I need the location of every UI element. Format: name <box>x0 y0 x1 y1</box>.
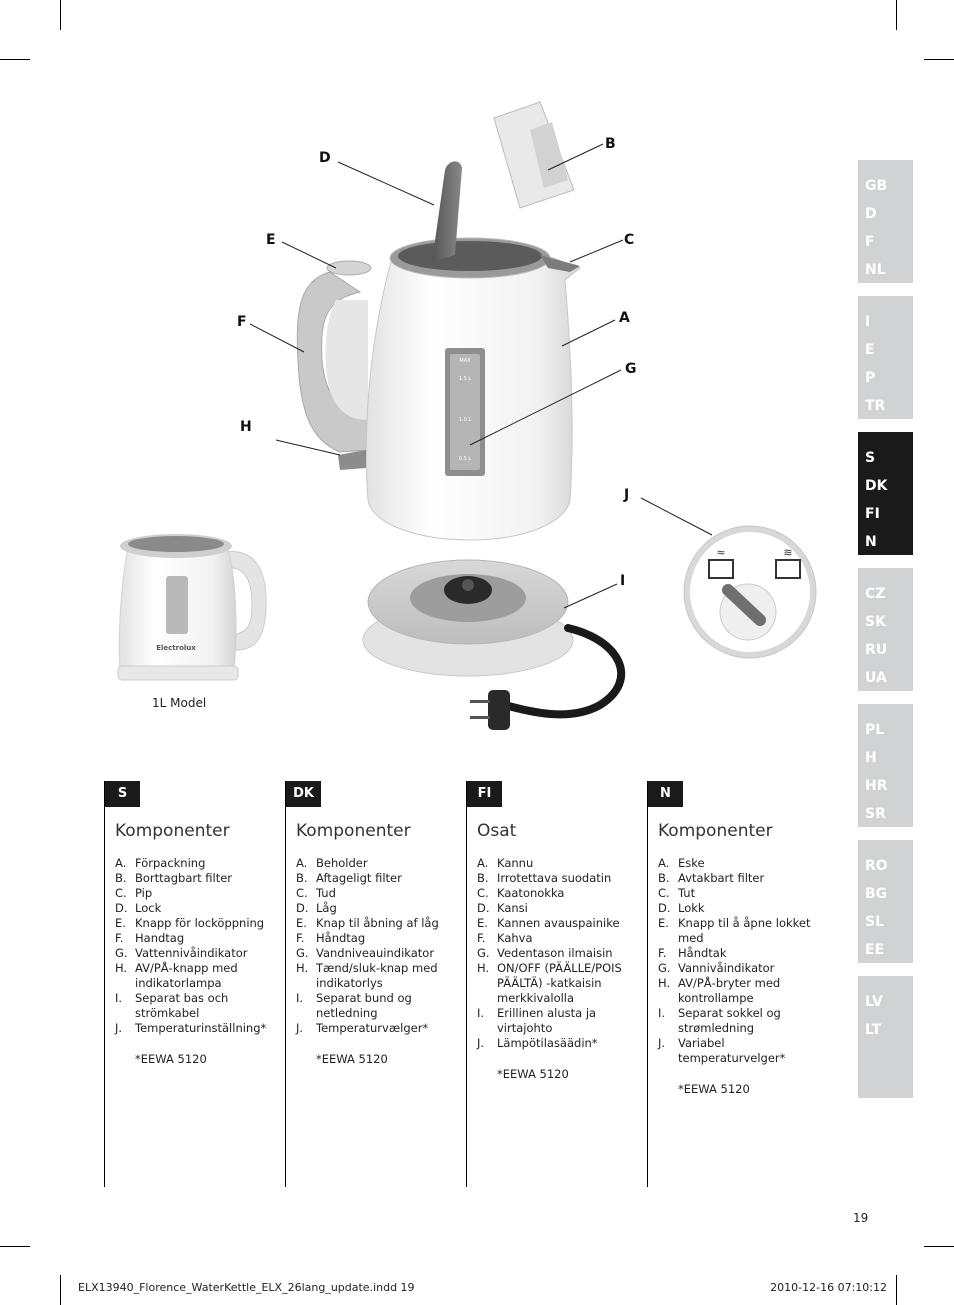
item-text: Irrotettava suodatin <box>497 871 612 885</box>
list-item <box>115 901 275 916</box>
list-item <box>296 1021 456 1036</box>
language-tab-group <box>858 704 913 827</box>
item-text: Håndtag <box>316 931 366 945</box>
item-letter: C. <box>477 886 489 900</box>
callout-e: E <box>266 232 276 248</box>
language-badge: N <box>648 781 683 807</box>
item-text: Förpackning <box>135 856 206 870</box>
list-item <box>658 946 818 961</box>
callout-c: C <box>624 232 635 248</box>
callout-f: F <box>237 314 247 330</box>
list-item <box>658 856 818 871</box>
list-item <box>658 1036 818 1066</box>
item-letter: D. <box>658 901 671 915</box>
item-text: Vannivåindikator <box>678 961 775 975</box>
item-text: ON/OFF (PÄÄLLE/POIS PÄÄLTÄ) -katkaisin merkkivalolla <box>497 961 622 1005</box>
item-text: Temperaturvælger* <box>316 1021 429 1035</box>
language-tab-lt[interactable]: LT <box>865 1022 882 1038</box>
footer-file-info: ELX13940_Florence_WaterKettle_ELX_26lang_update.indd 19 <box>78 1281 415 1294</box>
section-title: Komponenter <box>296 821 411 841</box>
svg-text:≈: ≈ <box>716 546 726 559</box>
item-letter: I. <box>115 991 123 1005</box>
gauge-mark: 0.5 L <box>458 456 472 462</box>
item-text: Knap til åbning af låg <box>316 916 439 930</box>
item-text: Vedentason ilmaisin <box>497 946 613 960</box>
list-item <box>115 946 275 961</box>
gauge-mark: 1.0 L <box>458 417 472 423</box>
list-item <box>115 1021 275 1036</box>
page-number: 19 <box>853 1211 869 1225</box>
language-tab-group <box>858 432 913 555</box>
item-text: Kahva <box>497 931 533 945</box>
language-badge: FI <box>467 781 502 807</box>
item-letter: D. <box>115 901 128 915</box>
item-letter: F. <box>296 931 305 945</box>
language-tab-group <box>858 840 913 963</box>
item-letter: G. <box>658 961 671 975</box>
language-tab-i[interactable]: I <box>865 314 871 330</box>
item-letter: A. <box>296 856 308 870</box>
list-item <box>477 1036 637 1051</box>
on-off-switch <box>338 450 366 470</box>
list-item <box>658 886 818 901</box>
list-item <box>115 931 275 946</box>
item-letter: J. <box>477 1036 485 1050</box>
item-text: AV/PÅ-knapp med indikatorlampa <box>135 961 238 990</box>
list-item <box>658 901 818 916</box>
item-text: Låg <box>316 901 337 915</box>
item-letter: B. <box>658 871 670 885</box>
callout-a: A <box>619 310 630 326</box>
language-tab-nl[interactable]: NL <box>865 262 886 278</box>
language-tab-n[interactable]: N <box>865 534 877 550</box>
item-letter: C. <box>115 886 127 900</box>
item-letter: D. <box>296 901 309 915</box>
list-item <box>296 901 456 916</box>
item-text: Beholder <box>316 856 368 870</box>
crop-mark <box>896 0 897 30</box>
item-letter: J. <box>115 1021 123 1035</box>
language-tab-sr[interactable]: SR <box>865 806 886 822</box>
item-letter: H. <box>115 961 128 975</box>
item-letter: D. <box>477 901 490 915</box>
item-text: Kaatonokka <box>497 886 565 900</box>
language-tab-cz[interactable]: CZ <box>865 586 886 602</box>
item-text: Lämpötilasäädin* <box>497 1036 598 1050</box>
item-text: Eske <box>678 856 705 870</box>
list-item <box>477 961 637 1006</box>
item-text: Kannen avauspainike <box>497 916 620 930</box>
language-tab-s[interactable]: S <box>865 450 876 466</box>
item-letter: H. <box>296 961 309 975</box>
column-dk <box>285 781 456 1187</box>
item-text: Variabel temperaturvelger* <box>678 1036 786 1065</box>
removable-filter <box>494 102 574 208</box>
item-text: Borttagbart filter <box>135 871 233 885</box>
model-note: *EEWA 5120 <box>316 1052 388 1066</box>
list-item <box>296 946 456 961</box>
list-item <box>658 916 818 946</box>
gauge-mark: MAX <box>459 358 471 364</box>
crop-mark <box>0 1246 30 1247</box>
item-text: Avtakbart filter <box>678 871 765 885</box>
item-text: Håndtak <box>678 946 727 960</box>
language-tab-ua[interactable]: UA <box>865 670 887 686</box>
item-letter: I. <box>477 1006 485 1020</box>
language-badge: S <box>105 781 140 807</box>
crop-mark <box>60 1275 61 1305</box>
component-list <box>296 856 456 1036</box>
list-item <box>658 1006 818 1036</box>
item-letter: E. <box>477 916 488 930</box>
list-item <box>477 871 637 886</box>
item-letter: B. <box>296 871 308 885</box>
callout-b: B <box>605 136 616 152</box>
language-tab-ru[interactable]: RU <box>865 642 888 658</box>
callout-j: J <box>624 487 630 503</box>
item-letter: B. <box>115 871 127 885</box>
section-title: Komponenter <box>658 821 773 841</box>
item-letter: B. <box>477 871 489 885</box>
component-list <box>477 856 637 1051</box>
item-letter: G. <box>477 946 490 960</box>
language-tab-group <box>858 976 913 1098</box>
language-tab-group <box>858 568 913 691</box>
item-text: Lock <box>135 901 162 915</box>
item-letter: F. <box>115 931 124 945</box>
language-tab-sl[interactable]: SL <box>865 914 885 930</box>
item-text: Tud <box>316 886 336 900</box>
callout-i: I <box>620 573 626 589</box>
language-tab-ro[interactable]: RO <box>865 858 888 874</box>
item-letter: A. <box>658 856 670 870</box>
item-text: Erillinen alusta ja virtajohto <box>497 1006 597 1035</box>
item-text: Temperaturinställning* <box>135 1021 267 1035</box>
list-item <box>296 886 456 901</box>
item-letter: A. <box>115 856 127 870</box>
column-s <box>104 781 275 1187</box>
list-item <box>296 916 456 931</box>
list-item <box>115 856 275 871</box>
model-note: *EEWA 5120 <box>497 1067 569 1081</box>
language-tab-h[interactable]: H <box>865 750 877 766</box>
item-letter: E. <box>115 916 126 930</box>
item-letter: H. <box>658 976 671 990</box>
crop-mark <box>924 59 954 60</box>
crop-mark <box>896 1275 897 1305</box>
list-item <box>296 991 456 1021</box>
list-item <box>477 931 637 946</box>
section-title: Komponenter <box>115 821 230 841</box>
list-item <box>115 991 275 1021</box>
power-plug <box>488 690 510 730</box>
list-item <box>296 856 456 871</box>
language-tab-dk[interactable]: DK <box>865 478 888 494</box>
item-letter: F. <box>477 931 486 945</box>
callout-g: G <box>625 361 637 377</box>
item-text: Kansi <box>497 901 528 915</box>
list-item <box>477 1006 637 1036</box>
language-tab-tr[interactable]: TR <box>865 398 886 414</box>
item-text: Knapp för locköppning <box>135 916 265 930</box>
language-tab-p[interactable]: P <box>865 370 876 386</box>
list-item <box>115 961 275 991</box>
svg-text:≋: ≋ <box>783 546 793 559</box>
model-note: *EEWA 5120 <box>678 1082 750 1096</box>
item-text: Tut <box>678 886 696 900</box>
item-letter: C. <box>296 886 308 900</box>
language-tab-group <box>858 296 913 419</box>
item-text: Tænd/sluk-knap med indikatorlys <box>316 961 438 990</box>
language-tab-lv[interactable]: LV <box>865 994 883 1010</box>
item-letter: J. <box>296 1021 304 1035</box>
item-text: Kannu <box>497 856 534 870</box>
item-text: Pip <box>135 886 153 900</box>
column-fi <box>466 781 637 1187</box>
footer-timestamp: 2010-12-16 07:10:12 <box>770 1281 887 1294</box>
language-badge: DK <box>286 781 321 807</box>
language-tab-sk[interactable]: SK <box>865 614 886 630</box>
item-letter: F. <box>658 946 667 960</box>
callout-h: H <box>240 419 252 435</box>
list-item <box>477 886 637 901</box>
model-label: 1L Model <box>152 696 207 710</box>
item-text: Separat bas och strömkabel <box>135 991 229 1020</box>
brand-logo: Electrolux <box>156 644 196 652</box>
language-tab-e[interactable]: E <box>865 342 875 358</box>
item-letter: E. <box>658 916 669 930</box>
item-letter: A. <box>477 856 489 870</box>
list-item <box>115 871 275 886</box>
callout-d: D <box>319 150 331 166</box>
component-list <box>115 856 275 1036</box>
item-text: Lokk <box>678 901 705 915</box>
item-letter: E. <box>296 916 307 930</box>
item-text: Handtag <box>135 931 185 945</box>
item-text: Vandniveauindikator <box>316 946 435 960</box>
list-item <box>296 931 456 946</box>
item-letter: J. <box>658 1036 666 1050</box>
language-tab-hr[interactable]: HR <box>865 778 888 794</box>
item-letter: C. <box>658 886 670 900</box>
item-letter: G. <box>296 946 309 960</box>
item-letter: G. <box>115 946 128 960</box>
language-tab-group <box>858 160 913 283</box>
model-note: *EEWA 5120 <box>135 1052 207 1066</box>
list-item <box>658 961 818 976</box>
language-tab-ee[interactable]: EE <box>865 942 885 958</box>
crop-mark <box>924 1246 954 1247</box>
language-tab-fi[interactable]: FI <box>865 506 880 522</box>
item-letter: I. <box>658 1006 666 1020</box>
lid-release-button <box>327 261 371 275</box>
language-tab-gb[interactable]: GB <box>865 178 888 194</box>
list-item <box>115 916 275 931</box>
language-tab-pl[interactable]: PL <box>865 722 885 738</box>
column-n <box>647 781 818 1187</box>
item-text: Separat bund og netledning <box>316 991 412 1020</box>
component-list <box>658 856 818 1066</box>
language-tab-f[interactable]: F <box>865 234 875 250</box>
list-item <box>658 976 818 1006</box>
list-item <box>477 901 637 916</box>
list-item <box>296 961 456 991</box>
language-tab-bg[interactable]: BG <box>865 886 888 902</box>
list-item <box>477 946 637 961</box>
small-kettle-1l <box>118 534 266 680</box>
item-letter: H. <box>477 961 490 975</box>
list-item <box>658 871 818 886</box>
item-text: Separat sokkel og strømledning <box>678 1006 781 1035</box>
gauge-mark: 1.5 L <box>458 376 472 382</box>
list-item <box>477 916 637 931</box>
item-text: AV/PÅ-bryter med kontrollampe <box>678 976 781 1005</box>
item-letter: I. <box>296 991 304 1005</box>
list-item <box>115 886 275 901</box>
list-item <box>296 871 456 886</box>
item-text: Knapp til å åpne lokket med <box>678 916 811 945</box>
list-item <box>477 856 637 871</box>
item-text: Vattennivåindikator <box>135 946 248 960</box>
section-title: Osat <box>477 821 517 841</box>
language-tab-d[interactable]: D <box>865 206 877 222</box>
item-text: Aftageligt filter <box>316 871 402 885</box>
